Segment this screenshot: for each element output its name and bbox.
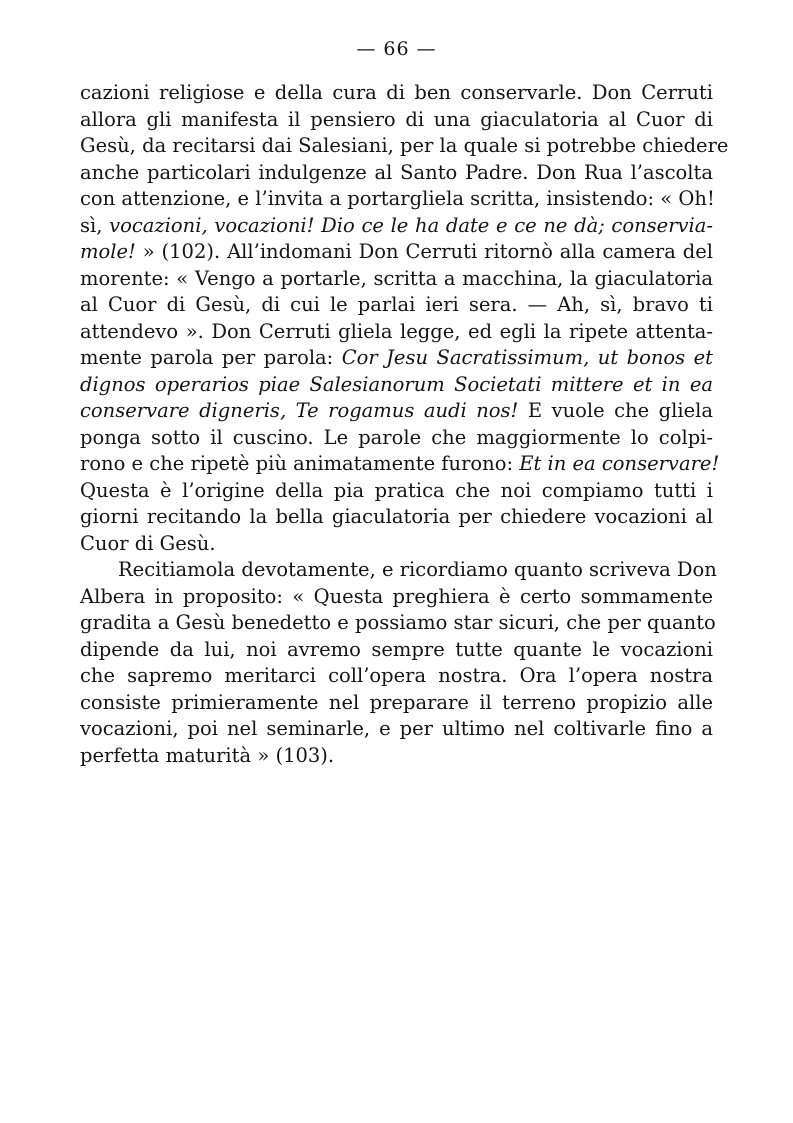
text-segment: Albera in proposito: « Questa preghiera è certo sommamente	[80, 584, 713, 608]
text-line	[80, 637, 713, 664]
text-segment: attendevo ». Don Cerruti gliela legge, ed egli la ripete attenta-	[80, 319, 713, 343]
text-line	[80, 690, 713, 717]
text-line	[80, 239, 713, 266]
text-line	[80, 292, 713, 319]
italic-text: dignos operarios piae Salesianorum Societati mittere et in ea	[80, 372, 713, 396]
text-line	[80, 133, 729, 160]
text-line	[80, 531, 713, 558]
italic-text: Cor Jesu Sacratissimum, ut bonos et	[341, 346, 713, 369]
text-segment: che sapremo meritarci coll’opera nostra. Ora l’opera nostra	[80, 664, 713, 687]
italic-text: mole!	[80, 240, 136, 263]
body-text	[80, 80, 729, 769]
text-line	[80, 266, 713, 293]
text-segment: vocazioni, poi nel seminarle, e per ultimo nel coltivarle fino a	[80, 717, 713, 740]
italic-text: Et in ea conservare!	[519, 452, 720, 475]
text-segment: ponga sotto il cuscino. Le parole che maggiormente lo colpi-	[80, 425, 713, 449]
text-segment: perfetta maturità » (103).	[80, 743, 335, 767]
text-segment: allora gli manifesta il pensiero di una giaculatoria al Cuor di	[80, 107, 713, 131]
text-line	[80, 716, 713, 743]
text-line	[80, 160, 713, 187]
text-segment: Cuor di Gesù.	[80, 531, 216, 555]
text-line	[80, 80, 713, 107]
text-line	[80, 478, 713, 505]
text-segment: anche particolari indulgenze al Santo Padre. Don Rua l’ascolta	[80, 160, 713, 184]
text-segment: mente parola per parola:	[80, 346, 342, 369]
text-line	[80, 504, 713, 531]
text-line	[80, 425, 713, 452]
text-segment: con attenzione, e l’invita a portargliela scritta, insistendo: « Oh!	[80, 187, 715, 210]
paragraph	[80, 557, 717, 769]
text-line	[80, 107, 713, 134]
italic-text: conservare digneris, Te rogamus audi nos!	[80, 399, 519, 422]
text-segment: gradita a Gesù benedetto e possiamo star sicuri, che per quanto	[80, 611, 716, 634]
text-segment: sì,	[80, 213, 110, 237]
text-segment: dipende da lui, noi avremo sempre tutte quante le vocazioni	[80, 637, 713, 661]
text-segment: al Cuor di Gesù, di cui le parlai ieri sera. — Ah, sì, bravo ti	[80, 293, 713, 316]
text-line	[80, 557, 717, 584]
paragraph	[80, 80, 729, 557]
text-segment: Questa è l’origine della pia pratica che noi compiamo tutti i	[80, 478, 713, 502]
text-line	[80, 398, 713, 425]
text-line	[80, 663, 713, 690]
text-segment: giorni recitando la bella giaculatoria per chiedere vocazioni al	[80, 505, 713, 528]
text-segment: Gesù, da recitarsi dai Salesiani, per la quale si potrebbe chiedere	[80, 134, 729, 157]
text-segment: E vuole che gliela	[518, 399, 713, 422]
text-line	[80, 451, 720, 478]
text-segment: cazioni religiose e della cura di ben conservarle. Don Cerruti	[80, 81, 713, 104]
text-line	[80, 186, 713, 213]
text-line	[80, 213, 713, 240]
page-number: — 66 —	[356, 38, 437, 60]
text-line	[80, 743, 713, 770]
text-segment: » (102). All’indomani Don Cerruti ritornò alla camera del	[135, 240, 713, 263]
text-segment: Recitiamola devotamente, e ricordiamo quanto scriveva Don	[118, 558, 717, 581]
text-line	[80, 319, 713, 346]
text-segment: morente: « Vengo a portarle, scritta a macchina, la giaculatoria	[80, 266, 713, 290]
text-segment: rono e che ripetè più animatamente furono:	[80, 452, 520, 475]
text-line	[80, 372, 713, 399]
text-segment: consiste primieramente nel preparare il terreno propizio alle	[80, 690, 713, 714]
text-line	[80, 584, 713, 611]
italic-text: vocazioni, vocazioni! Dio ce le ha date e ce ne dà; conservia-	[109, 213, 713, 237]
text-line	[80, 610, 716, 637]
text-line	[80, 345, 713, 372]
